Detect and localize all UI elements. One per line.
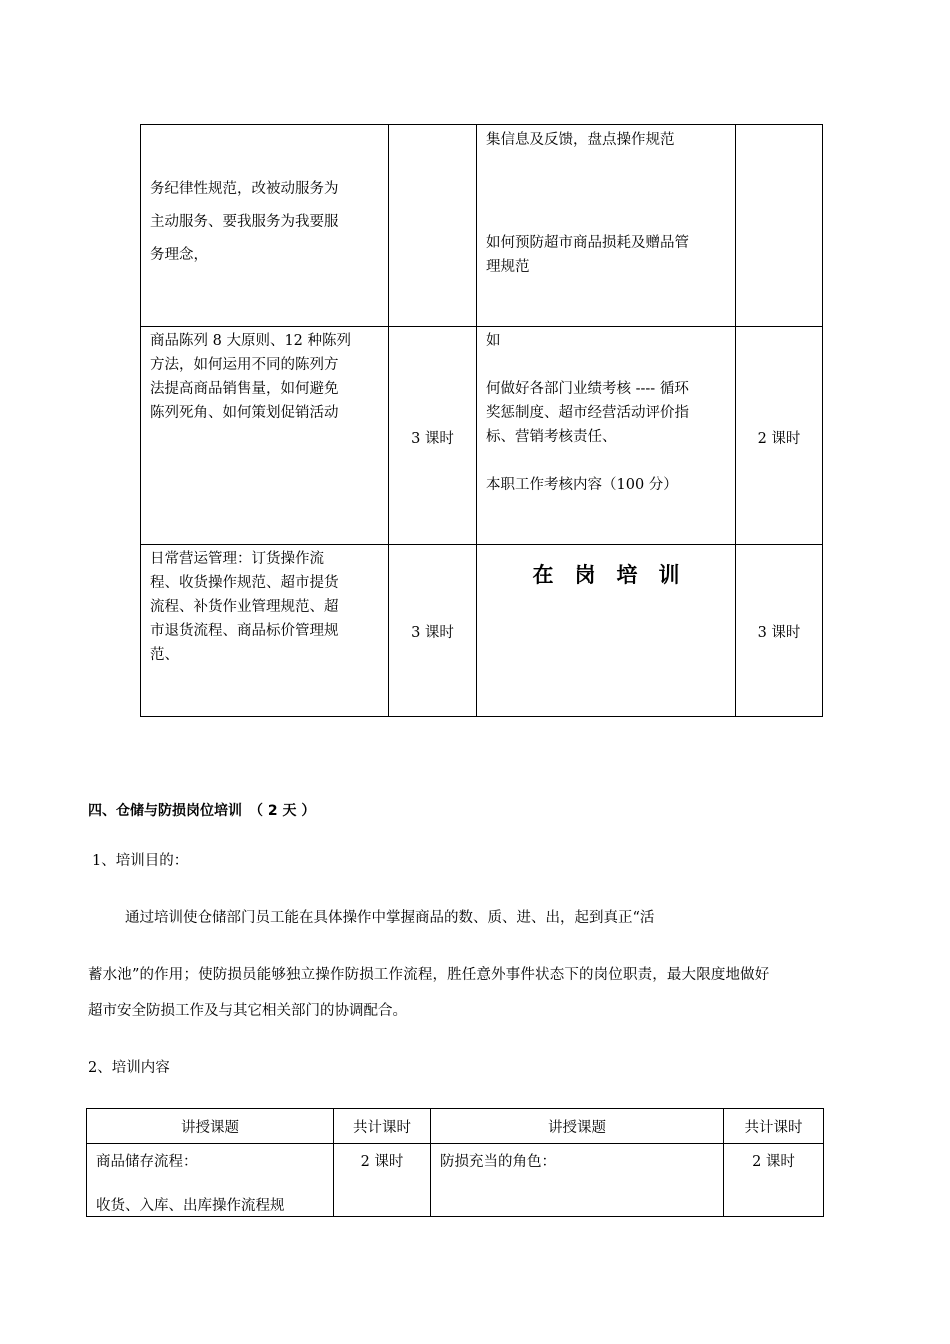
hours-value: 2 课时 (752, 1154, 795, 1170)
content-label: 2、培训内容 (88, 1060, 170, 1076)
table-row (141, 327, 823, 545)
hours-value: 3 课时 (411, 431, 454, 447)
table-header-row (87, 1109, 824, 1144)
table-cell (736, 327, 823, 545)
cell-text-line: 务理念， (150, 247, 208, 263)
column-header: 共计课时 (724, 1109, 824, 1144)
cell-text-line: 法提高商品销售量，如何避免 (150, 381, 339, 397)
table-cell (736, 125, 823, 327)
cell-text-line: 程、收货操作规范、超市提货 (150, 575, 339, 591)
hours-value: 2 课时 (360, 1154, 404, 1170)
table-cell (477, 327, 736, 545)
table-cell (141, 327, 389, 545)
cell-text-line: 方法，如何运用不同的陈列方 (150, 357, 339, 373)
table-cell (389, 125, 477, 327)
cell-text-line: 奖惩制度、超市经营活动评价指 (486, 405, 689, 421)
cell-text-line: 范、 (150, 647, 179, 663)
purpose-label: 1、培训目的： (92, 853, 189, 869)
cell-text-line: 市退货流程、商品标价管理规 (150, 623, 339, 639)
paragraph-line: 超市安全防损工作及与其它相关部门的协调配合。 (88, 1003, 407, 1019)
hours-value: 3 课时 (757, 625, 801, 641)
table-cell (736, 545, 823, 717)
table-row (87, 1144, 824, 1217)
cell-text: 本职工作考核内容（100 分） (486, 477, 678, 493)
cell-text: 商品储存流程： (96, 1154, 198, 1170)
cell-text-line: 陈列死角、如何策划促销活动 (150, 405, 339, 421)
cell-text-line: 如何预防超市商品损耗及赠品管 (486, 235, 689, 251)
table-row (141, 545, 823, 717)
column-header: 共计课时 (334, 1109, 431, 1144)
table-cell (431, 1144, 724, 1217)
onsite-training-heading: 在 岗 培 训 (532, 563, 680, 587)
table-cell (141, 545, 389, 717)
column-header: 讲授课题 (87, 1109, 334, 1144)
cell-text-line: 务纪律性规范，改被动服务为 (150, 181, 339, 197)
column-header: 讲授课题 (431, 1109, 724, 1144)
table-cell (141, 125, 389, 327)
training-table-upper (140, 124, 823, 717)
table-row (141, 125, 823, 327)
cell-text-line: 流程、补货作业管理规范、超 (150, 599, 339, 615)
cell-text-line: 主动服务、要我服务为我要服 (150, 214, 339, 230)
table-cell (389, 545, 477, 717)
paragraph-line: 蓄水池”的作用；使防损员能够独立操作防损工作流程，胜任意外事件状态下的岗位职责，最大限度地做好 (88, 967, 770, 983)
table-cell (477, 545, 736, 717)
table-cell (724, 1144, 824, 1217)
cell-text: 防损充当的角色： (440, 1154, 556, 1170)
table-cell (389, 327, 477, 545)
hours-value: 3 课时 (411, 625, 454, 641)
cell-text-line: 日常营运管理：订货操作流 (150, 551, 324, 567)
paragraph-line: 通过培训使仓储部门员工能在具体操作中掌握商品的数、质、进、出，起到真正“活 (125, 910, 655, 926)
cell-text: 集信息及反馈，盘点操作规范 (486, 132, 675, 148)
cell-text-line: 理规范 (486, 259, 530, 275)
cell-text-line: 何做好各部门业绩考核 ---- 循环 (486, 381, 689, 397)
table-cell (334, 1144, 431, 1217)
section-heading: 四、仓储与防损岗位培训 （ 2 天 ） (88, 803, 316, 819)
cell-text: 如 (486, 333, 501, 349)
cell-text-line: 标、营销考核责任、 (486, 429, 617, 445)
cell-text-line: 商品陈列 8 大原则、12 种陈列 (150, 333, 352, 349)
table-cell (477, 125, 736, 327)
cell-text: 收货、入库、出库操作流程规 (96, 1198, 285, 1214)
hours-value: 2 课时 (757, 431, 801, 447)
table-cell (87, 1144, 334, 1217)
training-table-storage (86, 1108, 824, 1217)
